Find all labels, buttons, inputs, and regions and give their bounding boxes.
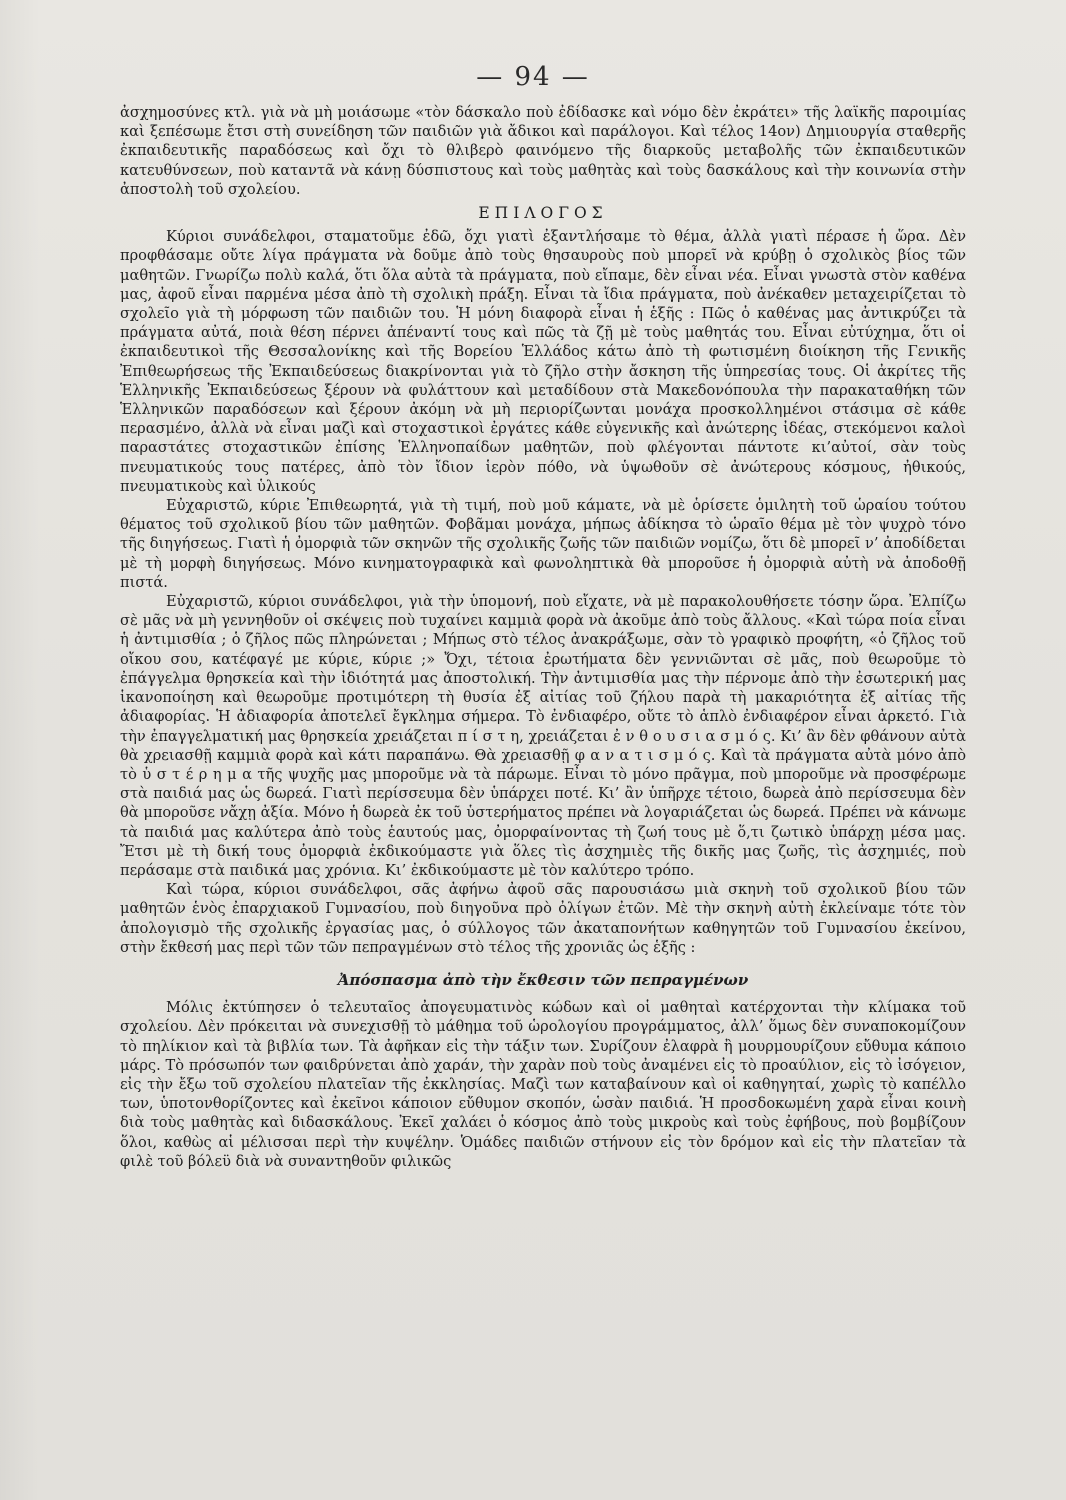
paragraph-4: Καὶ τώρα, κύριοι συνάδελφοι, σᾶς ἀφήνω ἀφοῦ σᾶς παρουσιάσω μιὰ σκηνὴ τοῦ σχολικοῦ βίου τῶν μαθητῶν ἑνὸς ἐπαρχιακοῦ Γυμνασίου, ποὺ διηγοῦνα πρὸ ὀλίγων ἐτῶν. Μὲ τὴν σκηνὴ αὐτὴ ἐκλείναμε τότε τὸν ἀπολογισμὸ τῆς σχολικῆς ἐργασίας μας, ὁ σύλλογος τῶν ἀκαταπονήτων καθηγητῶν τοῦ Γυμνασίου ἐκείνου, στὴν ἔκθεσή μας περὶ τῶν τῶν πεπραγμένων στὸ τέλος τῆς χρονιᾶς ὡς ἑξῆς :	[120, 881, 966, 956]
paragraph-3: Εὐχαριστῶ, κύριοι συνάδελφοι, γιὰ τὴν ὑπομονή, ποὺ εἴχατε, νὰ μὲ παρακολουθήσετε τόσην ὥρα. Ἐλπίζω σὲ μᾶς νὰ μὴ γεννηθοῦν οἱ σκέψεις ποὺ τυχαίνει καμμιὰ φορὰ νὰ ἀκοῦμε ἀπὸ τοὺς ἄλλους. «Καὶ τώρα ποία εἶναι ἡ ἀντιμισθία ; ὁ ζῆλος πῶς πληρώνεται ; Μήπως στὸ τέλος ἀνακράξωμε, σὰν τὸ γραφικὸ προφήτη, «ὁ ζῆλος τοῦ οἴκου σου, κατέφαγέ με κύριε, κύριε ;» Ὄχι, τέτοια ἐρωτήματα δὲν γεννιῶνται σὲ μᾶς, ποὺ θεωροῦμε τὸ ἐπάγγελμα θρησκεία καὶ τὴν ἰδιότητά μας ἀποστολική. Τὴν ἀντιμισθία μας τὴν πέρνομε ἀπὸ τὴν ἐσωτερική μας ἱκανοποίηση καὶ θεωροῦμε προτιμότερη τὴ θυσία ἐξ αἰτίας τοῦ ζήλου παρὰ τὴ μακαριότητα ἐξ αἰτίας τῆς ἀδιαφορίας. Ἡ ἀδιαφορία ἀποτελεῖ ἔγκλημα σήμερα. Τὸ ἐνδιαφέρο, οὔτε τὸ ἁπλὸ ἐνδιαφέρον εἶναι ἀρκετό. Γιὰ τὴν ἐπαγγελματική μας θρησκεία χρειάζεται π ί σ τ η, χρειάζεται ἐ ν θ ο υ σ ι α σ μ ό ς. Κι’ ἂν δὲν φθάνουν αὐτὰ θὰ χρειασθῇ καμμιὰ φορὰ καὶ κάτι παραπάνω. Θὰ χρειασθῇ φ α ν α τ ι σ μ ό ς. Καὶ τὰ πράγματα αὐτὰ μόνο ἀπὸ τὸ ὑ σ τ έ ρ η μ α τῆς ψυχῆς μας μποροῦμε νὰ τὰ πάρωμε. Εἶναι τὸ μόνο πρᾶγμα, ποὺ μποροῦμε νὰ προσφέρωμε στὰ παιδιά μας ὡς δωρεά. Γιατὶ περίσσευμα δὲν ὑπάρχει ποτέ. Κι’ ἂν ὑπῆρχε τέτοιο, δωρεὰ ἀπὸ περίσσευμα δὲν θὰ μποροῦσε νἄχῃ ἀξία. Μόνο ἡ δωρεὰ ἐκ τοῦ ὑστερήματος πρέπει νὰ λογαριάζεται ὡς δωρεά. Πρέπει νὰ κάνωμε τὰ παιδιά μας καλύτερα ἀπὸ τοὺς ἑαυτούς μας, ὀμορφαίνοντας τὴ ζωή τους μὲ ὅ,τι ζωτικὸ ὑπάρχῃ μέσα μας. Ἔτσι μὲ τὴ δική τους ὀμορφιὰ ἐκδικούμαστε γιὰ ὅλες τὶς ἀσχημιὲς τῆς δικῆς μας ζωῆς, τὶς ἀσχημιές, ποὺ περάσαμε στὰ παιδικά μας χρόνια. Κι’ ἐκδικούμαστε μὲ τὸν καλύτερο τρόπο.	[120, 593, 966, 879]
paragraph-1: Κύριοι συνάδελφοι, σταματοῦμε ἐδῶ, ὄχι γιατὶ ἐξαντλήσαμε τὸ θέμα, ἀλλὰ γιατὶ πέρασε ἡ ὥρα. Δὲν προφθάσαμε οὔτε λίγα πράγματα νὰ δοῦμε ἀπὸ τοὺς θησαυροὺς ποὺ μπορεῖ νὰ κρύβῃ ὁ σχολικὸς βίος τῶν μαθητῶν. Γνωρίζω πολὺ καλά, ὅτι ὅλα αὐτὰ τὰ πράγματα, ποὺ εἴπαμε, δὲν εἶναι νέα. Εἶναι γνωστὰ στὸν καθένα μας, ἀφοῦ εἶναι παρμένα μέσα ἀπὸ τὴ σχολικὴ πράξη. Εἶναι τὰ ἴδια πράγματα, ποὺ ἀνέκαθεν μεταχειρίζεται τὸ σχολεῖο γιὰ τὴ μόρφωση τῶν παιδιῶν του. Ἡ μόνη διαφορὰ εἶναι ἡ ἑξῆς : Πῶς ὁ καθένας μας ἀντικρύζει τὰ πράγματα αὐτά, ποιὰ θέση πέρνει ἀπέναντί τους καὶ πῶς τὰ ζῇ μὲ τοὺς μαθητάς του. Εἶναι εὐτύχημα, ὅτι οἱ ἐκπαιδευτικοὶ τῆς Θεσσαλονίκης καὶ τῆς Βορείου Ἑλλάδος κάτω ἀπὸ τὴ φωτισμένη διοίκηση τῆς Γενικῆς Ἐπιθεωρήσεως τῆς Ἐκπαιδεύσεως διακρίνονται γιὰ τὸ ζῆλο στὴν ἄσκηση τῆς ὑπηρεσίας τους. Οἱ ἀκρίτες τῆς Ἑλληνικῆς Ἐκπαιδεύσεως ξέρουν νὰ φυλάττουν καὶ μεταδίδουν στὰ Μακεδονόπουλα τὴν παρακαταθήκη τῶν Ἑλληνικῶν παραδόσεων καὶ ξέρουν ἀκόμη νὰ μὴ περιορίζωνται μονάχα προσκολλημένοι στάσιμα σὲ κάθε περασμένο, ἀλλὰ νὰ εἶναι μαζὶ καὶ στοχαστικοὶ ἐργάτες κάθε εὐγενικῆς καὶ ἀνώτερης ἰδέας, στεκόμενοι καλοὶ παραστάτες στοχαστικῶν ἐπίσης Ἑλληνοπαίδων μαθητῶν, ποὺ φλέγονται πάντοτε κι’αὐτοί, σὰν τοὺς πνευματικούς τους πατέρες, ἀπὸ τὸν ἴδιον ἱερὸν πόθο, νὰ ὑψωθοῦν σὲ ἀνώτερους κόσμους, ἠθικούς, πνευματικοὺς καὶ ὑλικούς	[120, 228, 966, 495]
excerpt-paragraph: Μόλις ἐκτύπησεν ὁ τελευταῖος ἀπογευματινὸς κώδων καὶ οἱ μαθηταὶ κατέρχονται τὴν κλίμακα τοῦ σχολείου. Δὲν πρόκειται νὰ συνεχισθῇ τὸ μάθημα τοῦ ὡρολογίου προγράμματος, ἀλλ’ ὅμως δὲν συναποκομίζουν τὸ πηλίκιον καὶ τὰ βιβλία των. Τὰ ἀφῆκαν εἰς τὴν τάξιν των. Συρίζουν ἐλαφρὰ ἢ μουρμουρίζουν εὔθυμα κάποιο μάρς. Τὸ πρόσωπόν των φαιδρύνεται ἀπὸ χαράν, τὴν χαρὰν ποὺ τοὺς ἀναμένει εἰς τὸ προαύλιον, εἰς τὸ ἰσόγειον, εἰς τὴν ἔξω τοῦ σχολείου πλατεῖαν τῆς ἐκκλησίας. Μαζὶ των καταβαίνουν καὶ οἱ καθηγηταί, χωρὶς τὸ καπέλλο των, ὑποτονθορίζοντες καὶ ἐκεῖνοι κάποιον εὔθυμον σκοπόν, ὡσὰν παιδιά. Ἡ προσδοκωμένη χαρὰ εἶναι κοινὴ διὰ τοὺς μαθητὰς καὶ διδασκάλους. Ἐκεῖ χαλάει ὁ κόσμος ἀπὸ τοὺς μικροὺς καὶ τοὺς ἐφήβους, ποὺ βομβίζουν ὅλοι, καθὼς αἱ μέλισσαι περὶ τὴν κυψέλην. Ὁμάδες παιδιῶν στήνουν εἰς τὸν δρόμον καὶ εἰς τὴν πλατεῖαν τὰ φιλὲ τοῦ βόλεϋ διὰ νὰ συναντηθοῦν φιλικῶς	[120, 999, 966, 1170]
intro-paragraph: ἀσχημοσύνες κτλ. γιὰ νὰ μὴ μοιάσωμε «τὸν δάσκαλο ποὺ ἐδίδασκε καὶ νόμο δὲν ἐκράτει» τῆς λαϊκῆς παροιμίας καὶ ξεπέσωμε ἔτσι στὴ συνείδηση τῶν παιδιῶν γιὰ ἄδικοι καὶ παράλογοι. Καὶ τέλος 14ον) Δημιουργία σταθερῆς ἐκπαιδευτικῆς παραδόσεως καὶ ὄχι τὸ θλιβερὸ φαινόμενο τῆς διαρκοῦς μεταβολῆς τῶν ἐκπαιδευτικῶν κατευθύνσεων, ποὺ καταντᾶ νὰ κάνῃ δύσπιστους καὶ τοὺς μαθητὰς καὶ τοὺς δασκάλους καὶ τὴν κοινωνία στὴν ἀποστολὴ τοῦ σχολείου.	[120, 104, 966, 198]
paragraph-2: Εὐχαριστῶ, κύριε Ἐπιθεωρητά, γιὰ τὴ τιμή, ποὺ μοῦ κάματε, νὰ μὲ ὁρίσετε ὁμιλητὴ τοῦ ὡραίου τούτου θέματος τοῦ σχολικοῦ βίου τῶν μαθητῶν. Φοβᾶμαι μονάχα, μήπως ἀδίκησα τὸ ὡραῖο θέμα μὲ τὸν ψυχρὸ τόνο τῆς διηγήσεως. Γιατὶ ἡ ὀμορφιὰ τῶν σκηνῶν τῆς σχολικῆς ζωῆς τῶν παιδιῶν νομίζω, ὅτι δὲ μπορεῖ ν’ ἀποδίδεται μὲ τὴ μορφὴ διηγήσεως. Μόνο κινηματογραφικὰ καὶ φωνοληπτικὰ θὰ μποροῦσε ἡ ὀμορφιὰ αὐτὴ νὰ ἀποδοθῇ πιστά.	[120, 497, 966, 591]
excerpt-heading: Ἀπόσπασμα ἀπὸ τὴν ἔκθεσιν τῶν πεπραγμένων	[337, 970, 749, 989]
page-edge-shadow	[0, 0, 40, 1500]
section-heading: ΕΠΙΛΟΓΟΣ	[478, 204, 608, 223]
page-number: — 94 —	[476, 62, 590, 92]
body-text	[120, 103, 966, 1171]
